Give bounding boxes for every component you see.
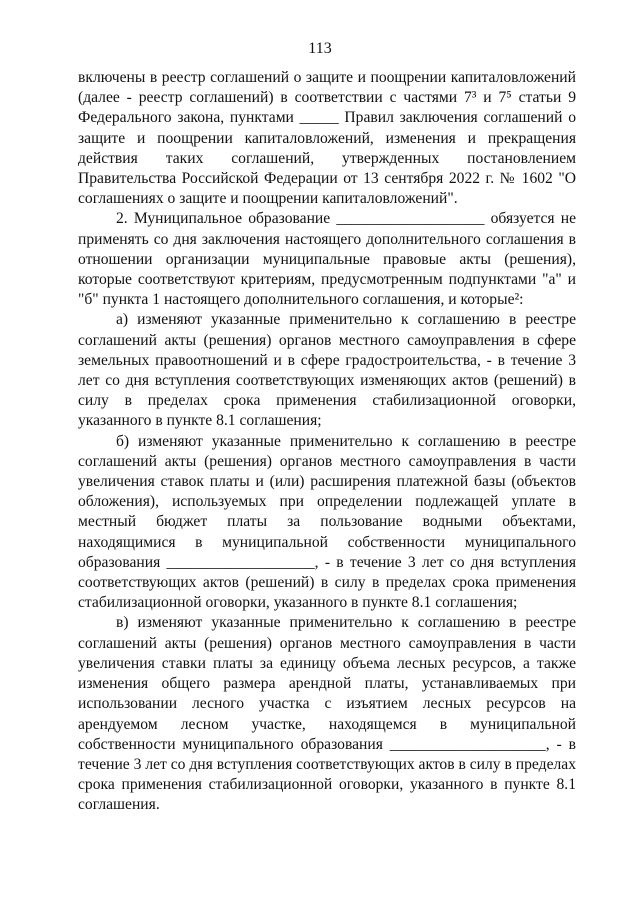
paragraph-5: в) изменяют указанные применительно к соглашению в реестре соглашений акты (решения) органов местного самоуправления в части увеличения ставки платы за единицу объема лесных ресурсов, а также изменения общего размера арендной платы, устанавливаемых при использовании лесного участка с изъятием лесных ресурсов на арендуемом лесном участке, находящемся в муниципальной собственности муниципального образования ____________________, - в течение 3 лет со дня вступления соответствующих актов в силу в пределах срока применения стабилизационной оговорки, указанного в пункте 8.1 соглашения.: [78, 614, 576, 814]
paragraph-2: 2. Муниципальное образование ___________________ обязуется не применять со дня заключения настоящего дополнительного соглашения в отношении организации муниципальные правовые акты (решения), которые соответствуют критериям, предусмотренным подпунктами "а" и "б" пункта 1 настоящего дополнительного соглашения, и которые²:: [78, 210, 576, 309]
paragraph-1: включены в реестр соглашений о защите и поощрении капиталовложений (далее - реестр соглашений) в соответствии с частями 7³ и 7⁵ статьи 9 Федерального закона, пунктами _____ Правил заключения соглашений о защите и поощрении капиталовложений, изменения и прекращения действия таких соглашений, утвержденных постановлением Правительства Российской Федерации от 13 сентября 2022 г. № 1602 "О соглашениях о защите и поощрении капиталовложений".: [78, 69, 576, 208]
page-number: 113: [308, 40, 332, 57]
paragraph-4: б) изменяют указанные применительно к соглашению в реестре соглашений акты (решения) органов местного самоуправления в части увеличения ставок платы и (или) расширения платежной базы (объектов обложения), используемых при определении подлежащей уплате в местный бюджет платы за пользование водными объектами, находящимися в муниципальной собственности муниципального образования ___________________, - в течение 3 лет со дня вступления соответствующих актов (решений) в силу в пределах срока применения стабилизационной оговорки, указанного в пункте 8.1 соглашения;: [78, 432, 576, 612]
document-body: [78, 68, 576, 816]
paragraph-3: а) изменяют указанные применительно к соглашению в реестре соглашений акты (решения) органов местного самоуправления в сфере земельных правоотношений и в сфере градостроительства, - в течение 3 лет со дня вступления соответствующих изменяющих актов (решений) в силу в пределах срока применения стабилизационной оговорки, указанного в пункте 8.1 соглашения;: [78, 311, 576, 430]
